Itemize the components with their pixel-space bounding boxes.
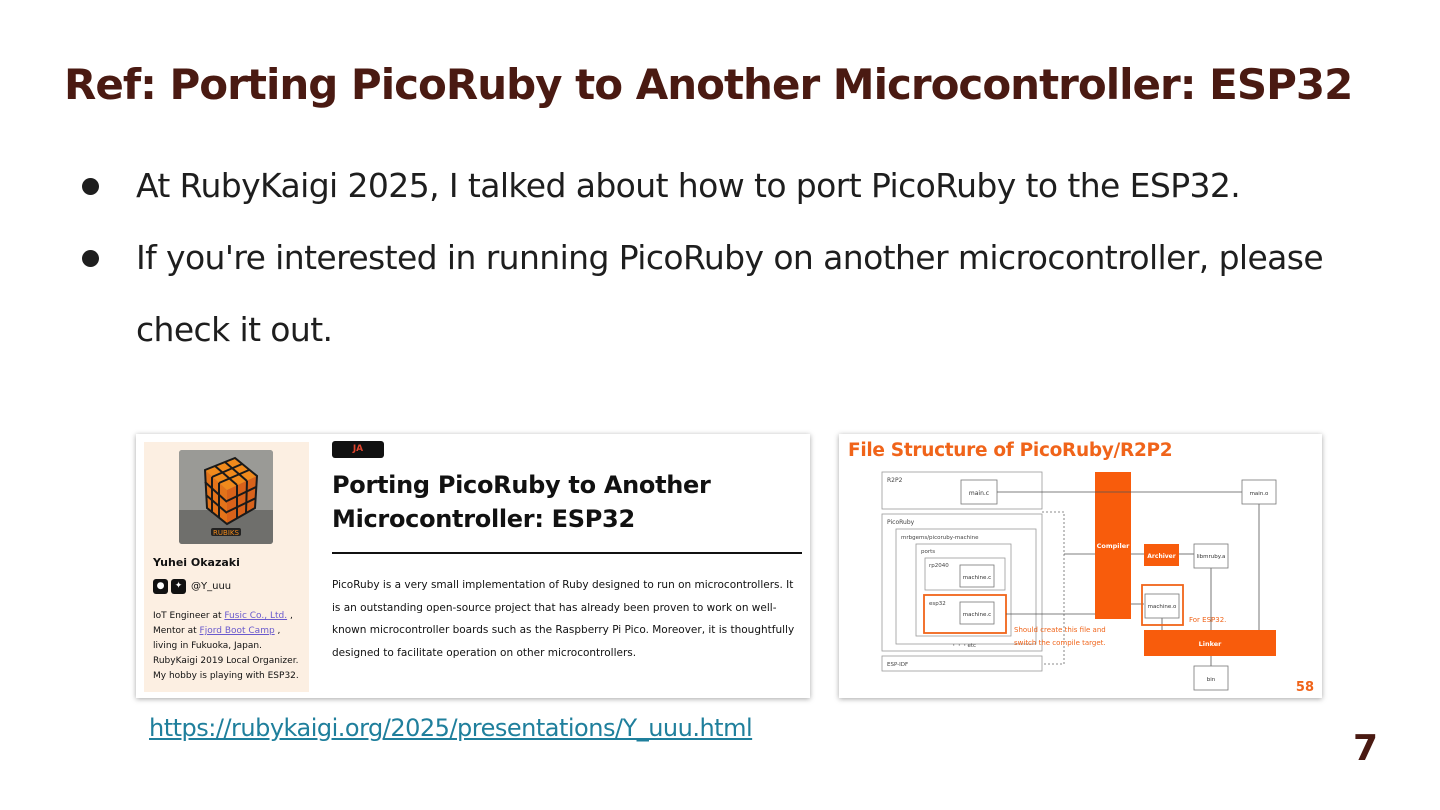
bio-line: living in Fukuoka, Japan.: [153, 641, 262, 651]
bullet-list: [78, 150, 1398, 366]
rp2040-label: rp2040: [929, 563, 949, 569]
title-divider: [332, 552, 802, 554]
talk-abstract: PicoRuby is a very small implementation of Ruby designed to run on microcontrollers. It is an outstanding open-source project that has already been proven to work on well-known microcontroller boards such as the Raspberry Pi Pico. Moreover, it is thoughtfully designed to facilitate operation on other microcontrollers.: [332, 579, 795, 659]
machine-c-esp32-label: machine.c: [962, 612, 992, 618]
mrbgems-label: mrbgems/picoruby-machine: [901, 535, 979, 541]
svg-text:RUBIKS: RUBIKS: [213, 529, 239, 537]
file-structure-diagram: [839, 434, 1322, 698]
archiver-label: Archiver: [1147, 553, 1176, 560]
main-c-label: main.c: [968, 490, 990, 497]
note-line-2: switch the compile target.: [1014, 639, 1106, 647]
talk-title: Porting PicoRuby to Another Microcontroller: ESP32: [332, 471, 711, 533]
bin-label: bin: [1206, 677, 1216, 683]
esp-idf-label: ESP-IDF: [887, 662, 909, 668]
page-number: 7: [1352, 728, 1378, 769]
esp32-label: esp32: [929, 601, 946, 607]
for-esp32-note: For ESP32.: [1189, 616, 1227, 624]
language-badge: JA: [332, 441, 384, 458]
speaker-avatar: [179, 450, 273, 544]
bio-line: [153, 609, 308, 624]
bullet-item: [78, 222, 1398, 366]
picoruby-label: PicoRuby: [887, 519, 915, 526]
bullet-text: At RubyKaigi 2025, I talked about how to port PicoRuby to the ESP32.: [136, 166, 1241, 205]
rubiks-cube-icon: [179, 450, 273, 544]
ports-label: ports: [921, 549, 936, 555]
compiler-label: Compiler: [1096, 542, 1130, 550]
diagram-slide-number: 58: [1295, 680, 1314, 695]
bio-line: My hobby is playing with ESP32.: [153, 671, 299, 681]
talk-page-screenshot: [136, 434, 810, 698]
note-line-1: Should create this file and: [1014, 626, 1106, 634]
twitter-icon[interactable]: ✦: [171, 579, 186, 594]
libmruby-label: libmruby.a: [1196, 554, 1226, 560]
speaker-name: Yuhei Okazaki: [153, 556, 240, 569]
bullet-dot-icon: [82, 250, 99, 267]
bullet-dot-icon: [82, 178, 99, 195]
github-icon[interactable]: ●: [153, 579, 168, 594]
slide-title: Ref: Porting PicoRuby to Another Microcontroller: ESP32: [64, 60, 1353, 109]
presentation-link[interactable]: https://rubykaigi.org/2025/presentations/Y_uuu.html: [149, 714, 753, 742]
machine-c-rp2040-label: machine.c: [962, 575, 992, 581]
speaker-bio: [153, 609, 308, 684]
linker-label: Linker: [1198, 640, 1222, 648]
diagram-title: File Structure of PicoRuby/R2P2: [848, 440, 1173, 461]
fusic-link[interactable]: Fusic Co., Ltd.: [224, 611, 288, 621]
fjord-boot-camp-link[interactable]: Fjord Boot Camp: [199, 626, 275, 636]
bio-line: [153, 624, 308, 639]
bio-line: RubyKaigi 2019 Local Organizer.: [153, 656, 299, 666]
speaker-handle: @Y_uuu: [191, 580, 232, 592]
bio-text: ,: [287, 611, 293, 621]
etc-label: ・・・etc: [951, 643, 977, 649]
bullet-item: [78, 150, 1398, 222]
main-o-label: main.o: [1249, 491, 1269, 497]
speaker-profile-panel: [144, 442, 309, 692]
bio-text: Mentor at: [153, 626, 200, 636]
file-structure-slide-screenshot: [839, 434, 1322, 698]
machine-o-label: machine.o: [1147, 604, 1177, 610]
bullet-text: If you're interested in running PicoRuby on another microcontroller, please check it out.: [136, 238, 1324, 349]
r2p2-label: R2P2: [887, 477, 903, 484]
bio-text: IoT Engineer at: [153, 611, 225, 621]
bio-text: ,: [274, 626, 281, 636]
social-links: [153, 578, 231, 594]
